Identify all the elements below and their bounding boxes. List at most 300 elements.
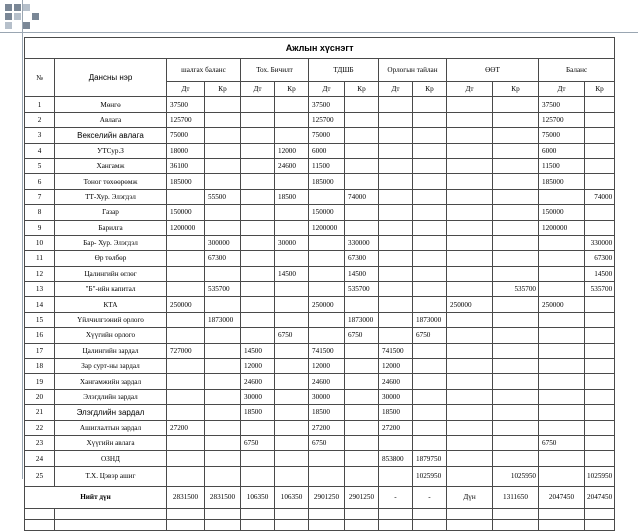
amount-cell bbox=[167, 328, 205, 343]
amount-cell: 12000 bbox=[309, 359, 345, 374]
deco-square bbox=[23, 22, 30, 29]
amount-cell: 535700 bbox=[585, 282, 615, 297]
amount-cell bbox=[493, 174, 539, 189]
amount-cell bbox=[493, 297, 539, 312]
table-row bbox=[25, 97, 615, 112]
amount-cell bbox=[205, 266, 241, 281]
amount-cell: 18500 bbox=[241, 405, 275, 420]
amount-cell bbox=[539, 189, 585, 204]
amount-cell bbox=[205, 359, 241, 374]
empty-cell bbox=[539, 519, 585, 530]
empty-cell bbox=[413, 519, 447, 530]
amount-cell: 1025950 bbox=[413, 466, 447, 486]
total-amount: 2047450 bbox=[539, 486, 585, 508]
account-name: Өр төлбөр bbox=[55, 251, 167, 266]
amount-cell bbox=[493, 205, 539, 220]
empty-cell bbox=[309, 519, 345, 530]
total-amount: - bbox=[413, 486, 447, 508]
row-number: 5 bbox=[25, 158, 55, 173]
account-name: Цалингийн өглөг bbox=[55, 266, 167, 281]
amount-cell bbox=[539, 405, 585, 420]
amount-cell bbox=[275, 374, 309, 389]
amount-cell bbox=[205, 389, 241, 404]
amount-cell bbox=[275, 282, 309, 297]
total-amount: 2901250 bbox=[345, 486, 379, 508]
amount-cell bbox=[413, 374, 447, 389]
row-number: 21 bbox=[25, 405, 55, 420]
amount-cell bbox=[379, 174, 413, 189]
total-amount: 106350 bbox=[241, 486, 275, 508]
header-kr: Кр bbox=[345, 82, 379, 97]
table-row bbox=[25, 220, 615, 235]
horizontal-rule bbox=[0, 32, 638, 33]
row-number: 25 bbox=[25, 466, 55, 486]
amount-cell bbox=[379, 97, 413, 112]
amount-cell bbox=[585, 297, 615, 312]
amount-cell bbox=[345, 205, 379, 220]
amount-cell bbox=[275, 297, 309, 312]
amount-cell bbox=[539, 235, 585, 250]
header-account-name: Дансны нэр bbox=[55, 59, 167, 97]
amount-cell bbox=[241, 97, 275, 112]
table-row bbox=[25, 205, 615, 220]
table-row bbox=[25, 174, 615, 189]
amount-cell: 125700 bbox=[309, 112, 345, 127]
table-row bbox=[25, 435, 615, 450]
amount-cell: 6000 bbox=[539, 143, 585, 158]
total-amount: 2047450 bbox=[585, 486, 615, 508]
table-row bbox=[25, 405, 615, 420]
amount-cell bbox=[167, 189, 205, 204]
deco-square bbox=[32, 13, 39, 20]
amount-cell bbox=[447, 374, 493, 389]
account-name: Элэгдлийн зардал bbox=[55, 389, 167, 404]
amount-cell bbox=[309, 312, 345, 327]
row-number: 6 bbox=[25, 174, 55, 189]
amount-cell: 150000 bbox=[309, 205, 345, 220]
amount-cell bbox=[539, 466, 585, 486]
account-name: Зар сурт-ны зардал bbox=[55, 359, 167, 374]
amount-cell bbox=[345, 297, 379, 312]
empty-row bbox=[25, 519, 615, 530]
row-number: 15 bbox=[25, 312, 55, 327]
row-number: 12 bbox=[25, 266, 55, 281]
amount-cell: 6000 bbox=[309, 143, 345, 158]
row-number: 17 bbox=[25, 343, 55, 358]
amount-cell: 125700 bbox=[539, 112, 585, 127]
account-name: Хүүгийн орлого bbox=[55, 328, 167, 343]
amount-cell bbox=[205, 220, 241, 235]
table-title: Ажлын хүснэгт bbox=[25, 38, 615, 59]
vertical-rule bbox=[22, 0, 23, 479]
amount-cell bbox=[379, 158, 413, 173]
empty-cell bbox=[25, 519, 55, 530]
amount-cell: 27200 bbox=[309, 420, 345, 435]
deco-square bbox=[23, 4, 30, 11]
table-row bbox=[25, 343, 615, 358]
header-kr: Кр bbox=[585, 82, 615, 97]
amount-cell bbox=[205, 451, 241, 466]
amount-cell: 75000 bbox=[309, 128, 345, 143]
amount-cell bbox=[585, 405, 615, 420]
table-row bbox=[25, 189, 615, 204]
table-row bbox=[25, 235, 615, 250]
header-dt: Дт bbox=[309, 82, 345, 97]
amount-cell bbox=[585, 451, 615, 466]
amount-cell bbox=[167, 359, 205, 374]
amount-cell bbox=[379, 312, 413, 327]
empty-cell bbox=[447, 508, 493, 519]
amount-cell: 250000 bbox=[309, 297, 345, 312]
amount-cell bbox=[379, 297, 413, 312]
amount-cell bbox=[447, 328, 493, 343]
account-name: ТТ-Хур. Элэгдэл bbox=[55, 189, 167, 204]
total-amount: Дүн bbox=[447, 486, 493, 508]
row-number: 23 bbox=[25, 435, 55, 450]
amount-cell: 67300 bbox=[345, 251, 379, 266]
row-number: 2 bbox=[25, 112, 55, 127]
amount-cell bbox=[205, 466, 241, 486]
account-name: Цалингийн зардал bbox=[55, 343, 167, 358]
amount-cell bbox=[309, 328, 345, 343]
header-dt: Дт bbox=[539, 82, 585, 97]
total-amount: - bbox=[379, 486, 413, 508]
account-name: Газар bbox=[55, 205, 167, 220]
row-number: 13 bbox=[25, 282, 55, 297]
amount-cell: 1025950 bbox=[493, 466, 539, 486]
amount-cell bbox=[493, 312, 539, 327]
account-name: КТА bbox=[55, 297, 167, 312]
row-number: 4 bbox=[25, 143, 55, 158]
amount-cell: 27200 bbox=[379, 420, 413, 435]
amount-cell bbox=[585, 128, 615, 143]
amount-cell: 1879750 bbox=[413, 451, 447, 466]
account-name: УТСур.З bbox=[55, 143, 167, 158]
header-dt: Дт bbox=[241, 82, 275, 97]
amount-cell: 1873000 bbox=[205, 312, 241, 327]
header-group: Орлогын тайлан bbox=[379, 59, 447, 82]
amount-cell: 24600 bbox=[379, 374, 413, 389]
amount-cell bbox=[493, 405, 539, 420]
amount-cell: 14500 bbox=[241, 343, 275, 358]
amount-cell bbox=[379, 220, 413, 235]
empty-cell bbox=[275, 508, 309, 519]
amount-cell bbox=[345, 97, 379, 112]
amount-cell bbox=[413, 266, 447, 281]
amount-cell bbox=[345, 374, 379, 389]
amount-cell: 12000 bbox=[379, 359, 413, 374]
amount-cell bbox=[241, 282, 275, 297]
amount-cell bbox=[309, 466, 345, 486]
amount-cell: 30000 bbox=[309, 389, 345, 404]
empty-cell bbox=[241, 508, 275, 519]
amount-cell bbox=[413, 251, 447, 266]
header-kr: Кр bbox=[275, 82, 309, 97]
amount-cell: 30000 bbox=[241, 389, 275, 404]
amount-cell bbox=[167, 374, 205, 389]
amount-cell: 6750 bbox=[241, 435, 275, 450]
amount-cell bbox=[379, 282, 413, 297]
empty-cell bbox=[413, 508, 447, 519]
amount-cell: 250000 bbox=[167, 297, 205, 312]
amount-cell bbox=[241, 189, 275, 204]
amount-cell bbox=[413, 220, 447, 235]
amount-cell bbox=[413, 189, 447, 204]
empty-cell bbox=[205, 519, 241, 530]
amount-cell bbox=[493, 343, 539, 358]
account-name: Т.Х. Цэвэр ашиг bbox=[55, 466, 167, 486]
amount-cell: 36100 bbox=[167, 158, 205, 173]
row-number: 14 bbox=[25, 297, 55, 312]
amount-cell bbox=[585, 359, 615, 374]
deco-square bbox=[14, 13, 21, 20]
amount-cell bbox=[379, 128, 413, 143]
amount-cell bbox=[345, 466, 379, 486]
empty-cell bbox=[25, 508, 55, 519]
total-amount: 2831500 bbox=[205, 486, 241, 508]
amount-cell bbox=[447, 174, 493, 189]
amount-cell bbox=[275, 128, 309, 143]
amount-cell bbox=[413, 435, 447, 450]
amount-cell bbox=[585, 205, 615, 220]
amount-cell: 741500 bbox=[379, 343, 413, 358]
amount-cell bbox=[379, 435, 413, 450]
amount-cell: 74000 bbox=[585, 189, 615, 204]
amount-cell bbox=[493, 189, 539, 204]
amount-cell bbox=[241, 235, 275, 250]
amount-cell bbox=[241, 174, 275, 189]
amount-cell bbox=[493, 112, 539, 127]
amount-cell bbox=[205, 205, 241, 220]
amount-cell bbox=[379, 251, 413, 266]
amount-cell bbox=[493, 97, 539, 112]
amount-cell bbox=[345, 420, 379, 435]
amount-cell: 1873000 bbox=[413, 312, 447, 327]
table-row bbox=[25, 451, 615, 466]
amount-cell bbox=[447, 189, 493, 204]
amount-cell bbox=[585, 174, 615, 189]
table-row bbox=[25, 143, 615, 158]
account-name: Хангамж bbox=[55, 158, 167, 173]
amount-cell bbox=[539, 343, 585, 358]
amount-cell bbox=[413, 420, 447, 435]
amount-cell bbox=[539, 282, 585, 297]
amount-cell bbox=[241, 451, 275, 466]
amount-cell bbox=[275, 405, 309, 420]
amount-cell bbox=[413, 174, 447, 189]
amount-cell bbox=[493, 128, 539, 143]
total-amount: 106350 bbox=[275, 486, 309, 508]
deco-square bbox=[5, 13, 12, 20]
amount-cell bbox=[205, 374, 241, 389]
amount-cell: 535700 bbox=[205, 282, 241, 297]
account-name: Хангамжийн зардал bbox=[55, 374, 167, 389]
amount-cell bbox=[205, 174, 241, 189]
row-number: 11 bbox=[25, 251, 55, 266]
amount-cell bbox=[275, 435, 309, 450]
amount-cell: 1025950 bbox=[585, 466, 615, 486]
amount-cell: 55500 bbox=[205, 189, 241, 204]
amount-cell bbox=[447, 312, 493, 327]
amount-cell: 75000 bbox=[167, 128, 205, 143]
empty-cell bbox=[241, 519, 275, 530]
amount-cell bbox=[275, 466, 309, 486]
amount-cell bbox=[585, 158, 615, 173]
table-row bbox=[25, 128, 615, 143]
amount-cell bbox=[585, 328, 615, 343]
amount-cell bbox=[205, 405, 241, 420]
amount-cell: 535700 bbox=[345, 282, 379, 297]
deco-square bbox=[14, 4, 21, 11]
amount-cell bbox=[241, 128, 275, 143]
amount-cell bbox=[585, 374, 615, 389]
amount-cell bbox=[241, 251, 275, 266]
amount-cell bbox=[345, 435, 379, 450]
amount-cell bbox=[241, 312, 275, 327]
amount-cell bbox=[413, 205, 447, 220]
amount-cell bbox=[493, 328, 539, 343]
amount-cell bbox=[241, 112, 275, 127]
amount-cell bbox=[447, 435, 493, 450]
row-number: 20 bbox=[25, 389, 55, 404]
account-name: Векселийн авлага bbox=[55, 128, 167, 143]
amount-cell bbox=[539, 420, 585, 435]
amount-cell bbox=[447, 205, 493, 220]
amount-cell bbox=[205, 143, 241, 158]
amount-cell: 24600 bbox=[309, 374, 345, 389]
empty-cell bbox=[205, 508, 241, 519]
empty-cell bbox=[493, 519, 539, 530]
amount-cell bbox=[275, 343, 309, 358]
amount-cell: 6750 bbox=[275, 328, 309, 343]
amount-cell bbox=[205, 112, 241, 127]
table-row bbox=[25, 282, 615, 297]
amount-cell bbox=[539, 359, 585, 374]
amount-cell bbox=[241, 297, 275, 312]
amount-cell: 535700 bbox=[493, 282, 539, 297]
amount-cell bbox=[447, 97, 493, 112]
row-number: 9 bbox=[25, 220, 55, 235]
amount-cell: 185000 bbox=[309, 174, 345, 189]
amount-cell bbox=[167, 389, 205, 404]
amount-cell: 741500 bbox=[309, 343, 345, 358]
empty-cell bbox=[539, 508, 585, 519]
amount-cell bbox=[539, 266, 585, 281]
account-name: Ашиглалтын зардал bbox=[55, 420, 167, 435]
amount-cell bbox=[167, 435, 205, 450]
amount-cell: 150000 bbox=[167, 205, 205, 220]
amount-cell bbox=[379, 112, 413, 127]
amount-cell bbox=[493, 266, 539, 281]
table-row bbox=[25, 328, 615, 343]
header-group: ТДШБ bbox=[309, 59, 379, 82]
amount-cell bbox=[413, 389, 447, 404]
amount-cell bbox=[413, 405, 447, 420]
empty-cell bbox=[167, 519, 205, 530]
amount-cell bbox=[241, 158, 275, 173]
amount-cell bbox=[493, 420, 539, 435]
table-row bbox=[25, 251, 615, 266]
amount-cell bbox=[205, 343, 241, 358]
amount-cell: 150000 bbox=[539, 205, 585, 220]
amount-cell bbox=[447, 451, 493, 466]
amount-cell bbox=[241, 220, 275, 235]
amount-cell: 6750 bbox=[309, 435, 345, 450]
amount-cell bbox=[413, 128, 447, 143]
table-row bbox=[25, 312, 615, 327]
amount-cell bbox=[275, 205, 309, 220]
amount-cell bbox=[493, 143, 539, 158]
amount-cell: 853800 bbox=[379, 451, 413, 466]
amount-cell: 67300 bbox=[205, 251, 241, 266]
row-number: 3 bbox=[25, 128, 55, 143]
amount-cell bbox=[413, 235, 447, 250]
empty-cell bbox=[309, 508, 345, 519]
amount-cell bbox=[241, 420, 275, 435]
row-number: 16 bbox=[25, 328, 55, 343]
amount-cell bbox=[379, 466, 413, 486]
account-name: Барилга bbox=[55, 220, 167, 235]
header-dt: Дт bbox=[167, 82, 205, 97]
amount-cell: 185000 bbox=[539, 174, 585, 189]
amount-cell bbox=[345, 158, 379, 173]
amount-cell: 14500 bbox=[345, 266, 379, 281]
table-row bbox=[25, 266, 615, 281]
amount-cell bbox=[241, 205, 275, 220]
amount-cell: 18500 bbox=[309, 405, 345, 420]
amount-cell bbox=[447, 266, 493, 281]
amount-cell bbox=[493, 374, 539, 389]
amount-cell bbox=[539, 251, 585, 266]
amount-cell: 30000 bbox=[379, 389, 413, 404]
table-row bbox=[25, 359, 615, 374]
account-name: ОЗНД bbox=[55, 451, 167, 466]
amount-cell bbox=[447, 220, 493, 235]
amount-cell bbox=[167, 266, 205, 281]
amount-cell bbox=[447, 128, 493, 143]
amount-cell bbox=[493, 359, 539, 374]
header-dt: Дт bbox=[447, 82, 493, 97]
amount-cell bbox=[585, 420, 615, 435]
header-no: № bbox=[25, 59, 55, 97]
amount-cell: 300000 bbox=[205, 235, 241, 250]
header-group: Тох. Бичилт bbox=[241, 59, 309, 82]
empty-cell bbox=[275, 519, 309, 530]
header-dt: Дт bbox=[379, 82, 413, 97]
row-number: 24 bbox=[25, 451, 55, 466]
amount-cell bbox=[413, 112, 447, 127]
amount-cell bbox=[275, 312, 309, 327]
amount-cell: 11500 bbox=[539, 158, 585, 173]
amount-cell bbox=[379, 266, 413, 281]
amount-cell bbox=[167, 466, 205, 486]
amount-cell bbox=[379, 235, 413, 250]
amount-cell bbox=[205, 297, 241, 312]
table-row bbox=[25, 420, 615, 435]
amount-cell bbox=[413, 359, 447, 374]
amount-cell bbox=[585, 97, 615, 112]
table-row bbox=[25, 112, 615, 127]
amount-cell bbox=[345, 359, 379, 374]
amount-cell bbox=[585, 112, 615, 127]
amount-cell bbox=[345, 389, 379, 404]
amount-cell bbox=[275, 220, 309, 235]
amount-cell bbox=[345, 112, 379, 127]
amount-cell: 18500 bbox=[275, 189, 309, 204]
amount-cell bbox=[379, 143, 413, 158]
amount-cell: 12000 bbox=[275, 143, 309, 158]
amount-cell bbox=[447, 112, 493, 127]
